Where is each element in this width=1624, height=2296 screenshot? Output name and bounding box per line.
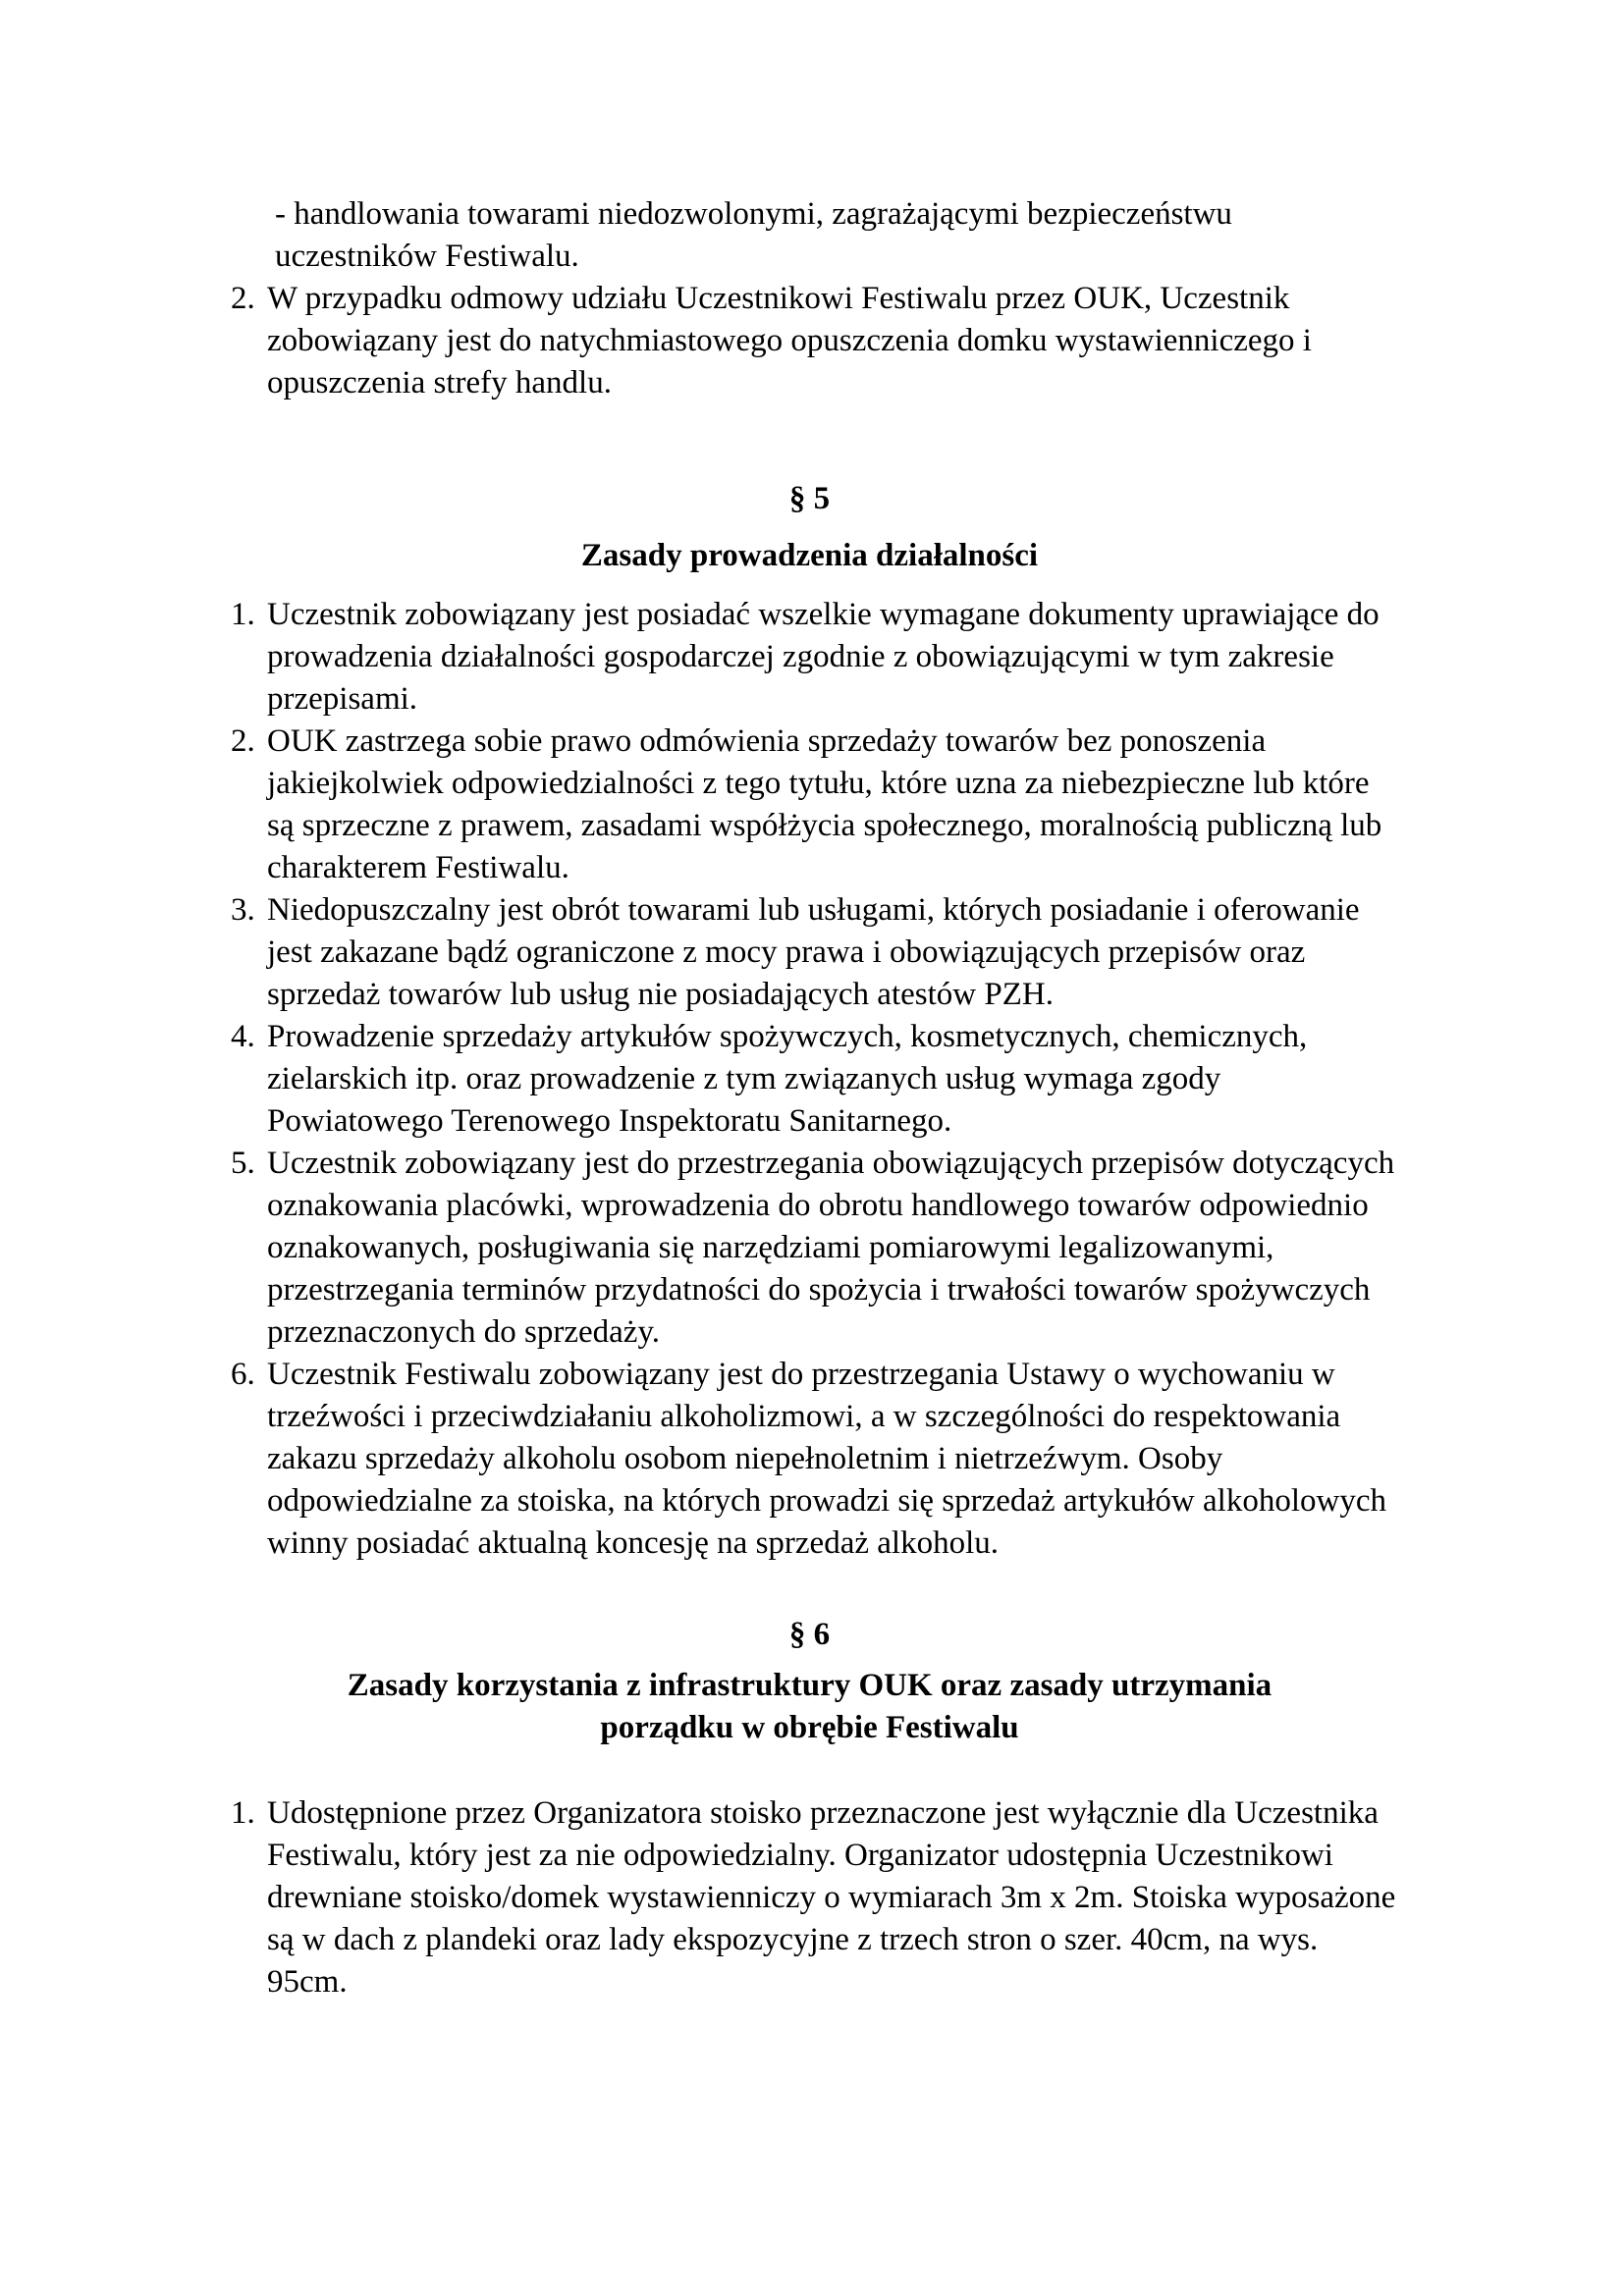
section-5-number: § 5: [788, 481, 831, 516]
intro-dash-paragraph: - handlowania towarami niedozwolonymi, zagrażającymi bezpieczeństwu uczestników Festiwalu.: [275, 196, 1232, 274]
list-item-number: 2.: [231, 281, 255, 316]
list-item: [191, 1143, 1428, 1354]
section-6-title-line-1: Zasady korzystania z infrastruktury OUK oraz zasady utrzymania: [347, 1668, 1272, 1703]
section-6-title-line-2: porządku w obrębie Festiwalu: [600, 1710, 1019, 1745]
section-6-number: § 6: [788, 1617, 831, 1652]
list-item: [191, 889, 1428, 1016]
list-item-text: Uczestnik zobowiązany jest do przestrzegania obowiązujących przepisów dotyczących oznakowania placówki, wprowadzenia do obrotu handlowego towarów odpowiednio oznakowanych, posługiwania się narzędziami pomiarowymi legalizowanymi, przestrzegania terminów przydatności do spożycia i trwałości towarów spożywczych przeznaczonych do sprzedaży.: [267, 1146, 1395, 1350]
list-item-number: 4.: [231, 1019, 255, 1054]
section-5-list: [191, 594, 1428, 1565]
section-6-list: [191, 1792, 1428, 2003]
list-item-text: Uczestnik zobowiązany jest posiadać wszelkie wymagane dokumenty uprawiające do prowadzenia działalności gospodarczej zgodnie z obowiązującymi w tym zakresie przepisami.: [267, 597, 1380, 717]
list-item-text: Udostępnione przez Organizatora stoisko przeznaczone jest wyłącznie dla Uczestnika Festiwalu, który jest za nie odpowiedzialny. Organizator udostępnia Uczestnikowi drewniane stoisko/domek wystawienniczy o wymiarach 3m x 2m. Stoiska wyposażone są w dach z plandeki oraz lady ekspozycyjne z trzech stron o szer. 40cm, na wys. 95cm.: [267, 1795, 1396, 2000]
list-item-text: Niedopuszczalny jest obrót towarami lub usługami, których posiadanie i oferowanie jest zakazane bądź ograniczone z mocy prawa i obowiązujących przepisów oraz sprzedaż towarów lub usług nie posiadających atestów PZH.: [267, 892, 1360, 1012]
list-item-number: 6.: [231, 1357, 255, 1392]
list-item-number: 5.: [231, 1146, 255, 1181]
list-item-number: 3.: [231, 892, 255, 928]
list-item: [191, 721, 1428, 889]
list-item-number: 1.: [231, 597, 255, 632]
list-item: [191, 1792, 1428, 2003]
list-item-number: 2.: [231, 723, 255, 759]
list-item-text: OUK zastrzega sobie prawo odmówienia sprzedaży towarów bez ponoszenia jakiejkolwiek odpowiedzialności z tego tytułu, które uzna za niebezpieczne lub które są sprzeczne z prawem, zasadami współżycia społecznego, moralnością publiczną lub charakterem Festiwalu.: [267, 723, 1382, 885]
document-content: [191, 193, 1428, 2003]
list-item-text: Uczestnik Festiwalu zobowiązany jest do przestrzegania Ustawy o wychowaniu w trzeźwości i przeciwdziałaniu alkoholizmowi, a w szczególności do respektowania zakazu sprzedaży alkoholu osobom niepełnoletnim i nietrzeźwym. Osoby odpowiedzialne za stoiska, na których prowadzi się sprzedaż artykułów alkoholowych winny posiadać aktualną koncesję na sprzedaż alkoholu.: [267, 1357, 1386, 1561]
list-item-text: W przypadku odmowy udziału Uczestnikowi Festiwalu przez OUK, Uczestnik zobowiązany jest do natychmiastowego opuszczenia domku wystawienniczego i opuszczenia strefy handlu.: [267, 281, 1312, 400]
list-item-number: 1.: [231, 1795, 255, 1831]
list-item: [191, 1354, 1428, 1565]
section-5-title: Zasady prowadzenia działalności: [580, 538, 1039, 573]
list-item: [191, 278, 1428, 404]
list-item-text: Prowadzenie sprzedaży artykułów spożywczych, kosmetycznych, chemicznych, zielarskich itp. oraz prowadzenie z tym związanych usług wymaga zgody Powiatowego Terenowego Inspektoratu Sanitarnego.: [267, 1019, 1308, 1139]
section-6-title: [191, 1665, 1428, 1749]
list-item: [191, 1016, 1428, 1143]
list-item: [191, 594, 1428, 721]
